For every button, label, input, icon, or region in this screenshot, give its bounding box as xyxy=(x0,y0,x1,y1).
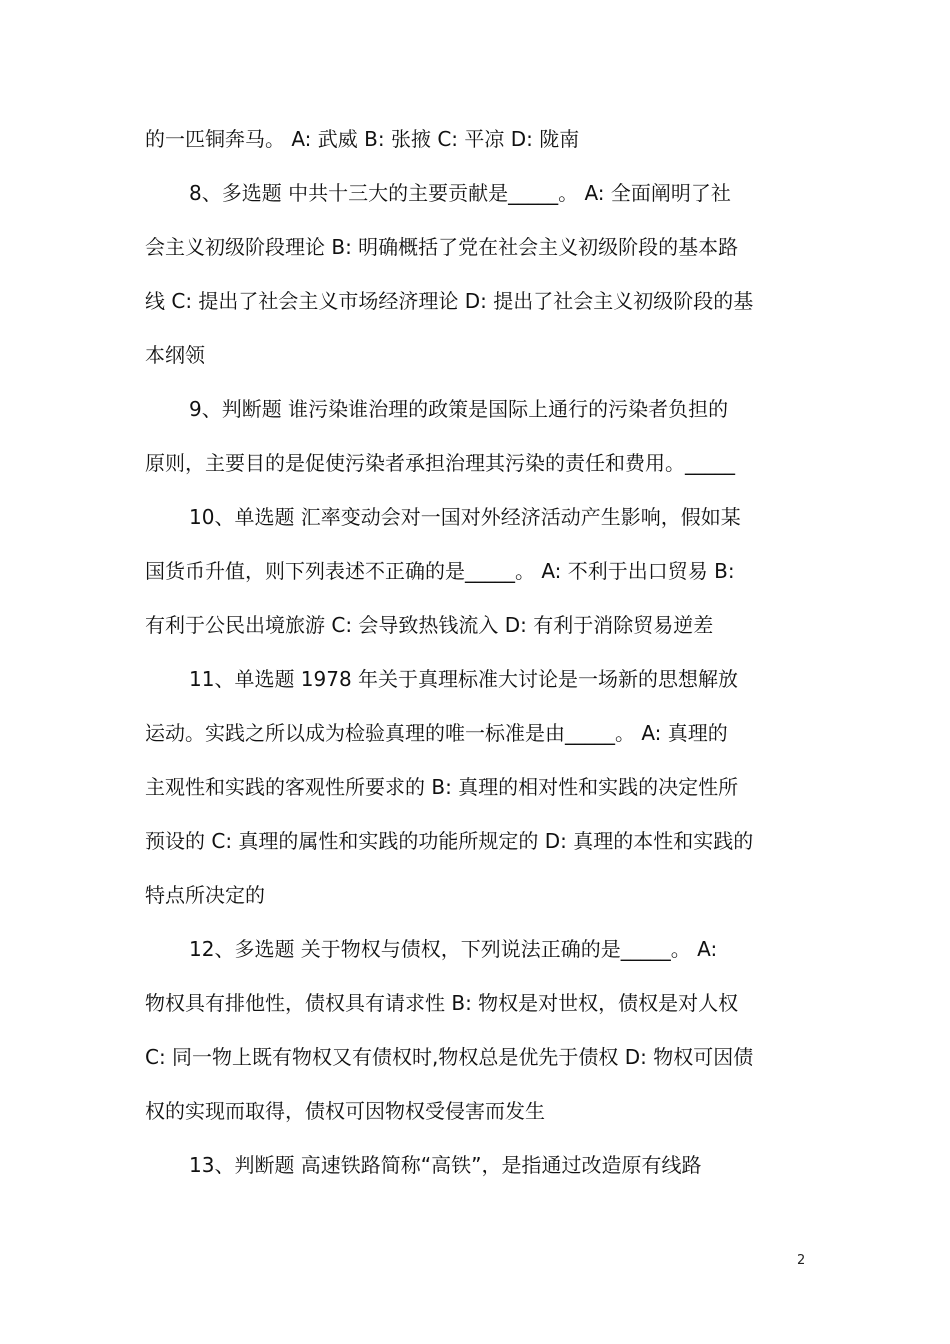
text-line: 有利于公民出境旅游 C: 会导致热钱流入 D: 有利于消除贸易逆差 xyxy=(145,613,714,637)
question-13-line: 13、判断题 高速铁路简称“高铁”，是指通过改造原有线路 xyxy=(189,1153,702,1177)
text-line: 本纲领 xyxy=(145,343,205,367)
question-8-line: 8、多选题 中共十三大的主要贡献是_____。 A: 全面阐明了社 xyxy=(189,181,731,205)
question-9-line: 9、判断题 谁污染谁治理的政策是国际上通行的污染者负担的 xyxy=(189,397,729,421)
question-11-line: 11、单选题 1978 年关于真理标准大讨论是一场新的思想解放 xyxy=(189,667,739,691)
text-line: 线 C: 提出了社会主义市场经济理论 D: 提出了社会主义初级阶段的基 xyxy=(145,289,754,313)
text-line: 的一匹铜奔马。 A: 武威 B: 张掖 C: 平凉 D: 陇南 xyxy=(145,127,580,151)
text-line: 特点所决定的 xyxy=(145,883,265,907)
question-10-line: 10、单选题 汇率变动会对一国对外经济活动产生影响，假如某 xyxy=(189,505,741,529)
text-line: 预设的 C: 真理的属性和实践的功能所规定的 D: 真理的本性和实践的 xyxy=(145,829,754,853)
question-12-line: 12、多选题 关于物权与债权，下列说法正确的是_____。 A: xyxy=(189,937,718,961)
text-line: 主观性和实践的客观性所要求的 B: 真理的相对性和实践的决定性所 xyxy=(145,775,739,799)
text-line: 会主义初级阶段理论 B: 明确概括了党在社会主义初级阶段的基本路 xyxy=(145,235,739,259)
text-line: C: 同一物上既有物权又有债权时,物权总是优先于债权 D: 物权可因债 xyxy=(145,1045,754,1069)
text-line: 运动。实践之所以成为检验真理的唯一标准是由_____。 A: 真理的 xyxy=(145,721,728,745)
text-line: 物权具有排他性，债权具有请求性 B: 物权是对世权，债权是对人权 xyxy=(145,991,739,1015)
text-line: 原则，主要目的是促使污染者承担治理其污染的责任和费用。_____ xyxy=(145,451,735,475)
text-line: 权的实现而取得，债权可因物权受侵害而发生 xyxy=(145,1099,545,1123)
text-line: 国货币升值，则下列表述不正确的是_____。 A: 不利于出口贸易 B: xyxy=(145,559,735,583)
question-text-body xyxy=(145,112,807,1192)
page-number: 2 xyxy=(797,1253,806,1268)
